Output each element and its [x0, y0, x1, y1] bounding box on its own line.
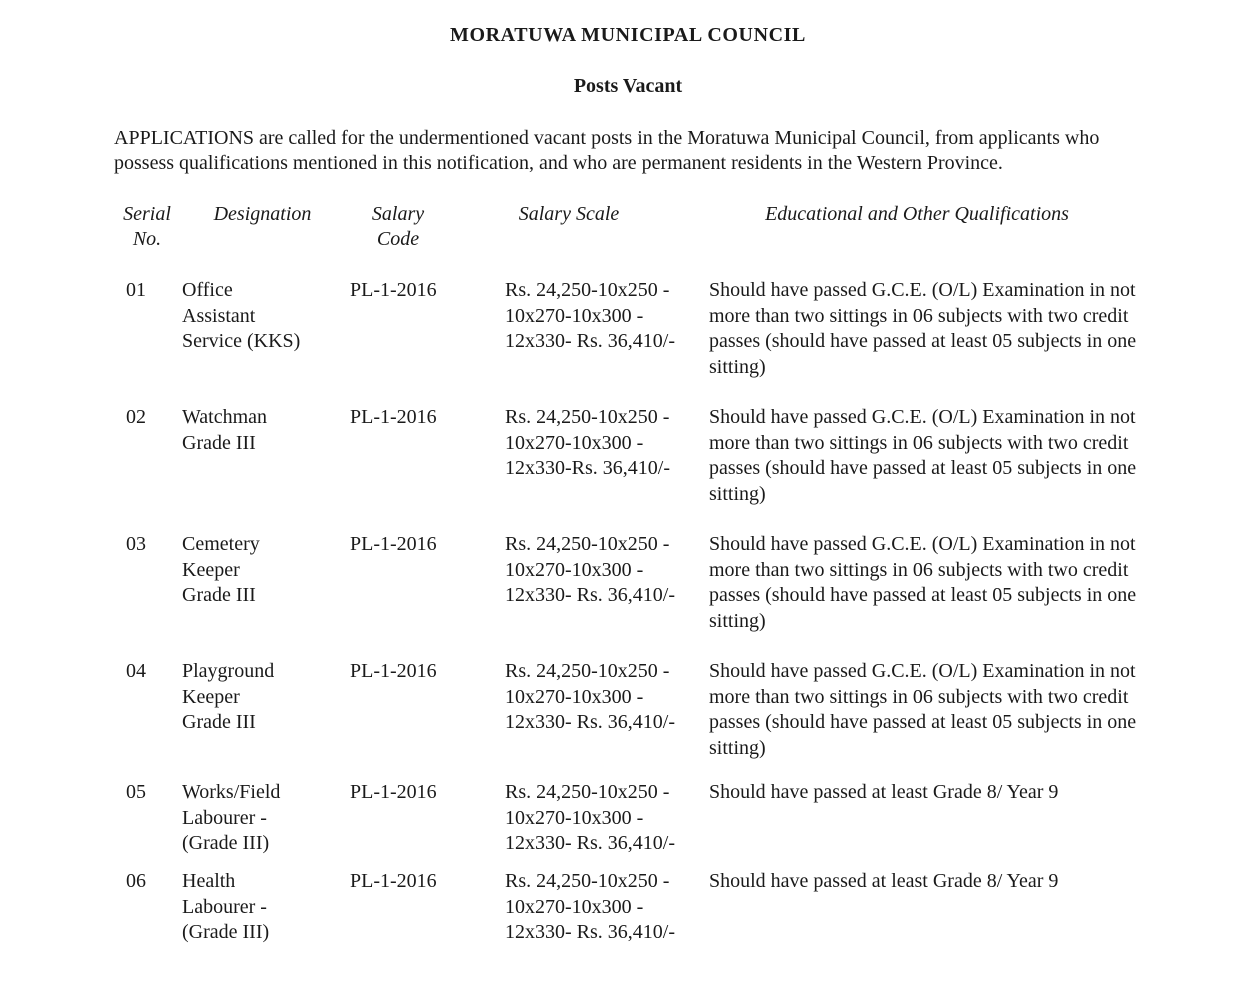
header-salary-scale: Salary Scale [518, 203, 620, 225]
salary-scale: Rs. 24,250-10x250 - 10x270-10x300 - 12x330- Rs. 36,410/- [505, 870, 675, 943]
serial-number: 05 [126, 781, 146, 803]
salary-scale: Rs. 24,250-10x250 - 10x270-10x300 - 12x330- Rs. 36,410/- [505, 660, 675, 733]
document-subtitle: Posts Vacant [573, 75, 683, 97]
designation: Cemetery Keeper Grade III [182, 533, 260, 606]
designation: Office Assistant Service (KKS) [182, 279, 301, 352]
designation: Watchman Grade III [182, 406, 268, 454]
salary-code: PL-1-2016 [350, 279, 437, 301]
header-salary-code-line-2: Code [376, 228, 420, 250]
document-title: MORATUWA MUNICIPAL COUNCIL [450, 24, 806, 46]
salary-code: PL-1-2016 [350, 660, 437, 682]
designation: Health Labourer - (Grade III) [182, 870, 270, 943]
header-serial-line-2: No. [132, 228, 162, 250]
serial-number: 01 [126, 279, 146, 301]
qualifications: Should have passed G.C.E. (O/L) Examination in not more than two sittings in 06 subjects with two credit passes (should have passed at least 05 subjects in one sitting) [709, 406, 1137, 505]
qualifications: Should have passed G.C.E. (O/L) Examination in not more than two sittings in 06 subjects with two credit passes (should have passed at least 05 subjects in one sitting) [709, 660, 1137, 759]
header-designation: Designation [213, 203, 312, 225]
header-serial-line-1: Serial [123, 203, 171, 225]
salary-scale: Rs. 24,250-10x250 - 10x270-10x300 - 12x330-Rs. 36,410/- [505, 406, 670, 479]
intro-line-2: possess qualifications mentioned in this notification, and who are permanent residents in the Western Province. [114, 152, 1003, 174]
salary-scale: Rs. 24,250-10x250 - 10x270-10x300 - 12x330- Rs. 36,410/- [505, 533, 675, 606]
intro-line-1: APPLICATIONS are called for the undermentioned vacant posts in the Moratuwa Municipal Council, from applicants who [114, 127, 1100, 149]
salary-code: PL-1-2016 [350, 406, 437, 428]
salary-scale: Rs. 24,250-10x250 - 10x270-10x300 - 12x330- Rs. 36,410/- [505, 279, 675, 352]
serial-number: 03 [126, 533, 146, 555]
designation: Works/Field Labourer - (Grade III) [182, 781, 281, 854]
qualifications: Should have passed at least Grade 8/ Year 9 [709, 870, 1059, 892]
qualifications: Should have passed G.C.E. (O/L) Examination in not more than two sittings in 06 subjects with two credit passes (should have passed at least 05 subjects in one sitting) [709, 533, 1137, 632]
designation: Playground Keeper Grade III [182, 660, 275, 733]
header-salary-code-line-1: Salary [371, 203, 425, 225]
qualifications: Should have passed G.C.E. (O/L) Examination in not more than two sittings in 06 subjects with two credit passes (should have passed at least 05 subjects in one sitting) [709, 279, 1137, 378]
salary-code: PL-1-2016 [350, 870, 437, 892]
serial-number: 02 [126, 406, 146, 428]
header-qualifications: Educational and Other Qualifications [765, 203, 1069, 225]
intro-paragraph [114, 126, 1154, 176]
salary-code: PL-1-2016 [350, 781, 437, 803]
qualifications: Should have passed at least Grade 8/ Year 9 [709, 781, 1059, 803]
header-salary-code [355, 202, 441, 252]
serial-number: 06 [126, 870, 146, 892]
salary-scale: Rs. 24,250-10x250 - 10x270-10x300 - 12x330- Rs. 36,410/- [505, 781, 675, 854]
salary-code: PL-1-2016 [350, 533, 437, 555]
serial-number: 04 [126, 660, 146, 682]
header-serial [114, 202, 180, 252]
